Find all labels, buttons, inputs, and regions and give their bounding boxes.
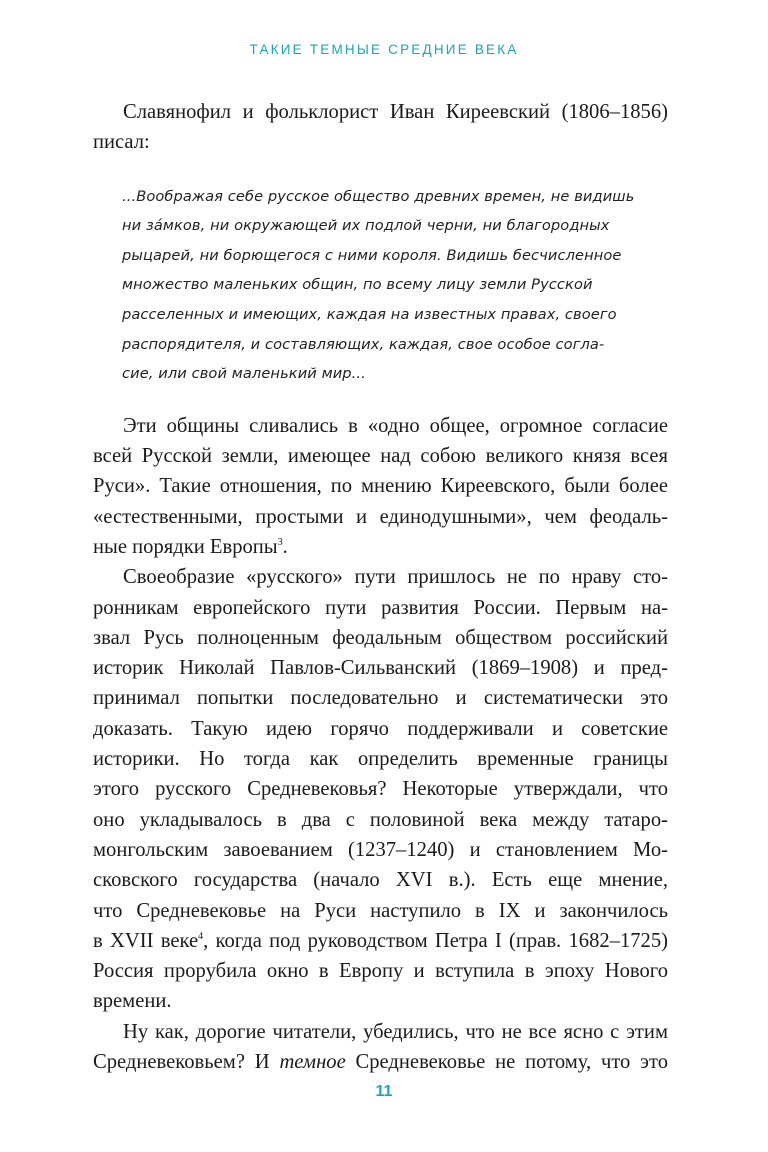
text-line: этого русского Средневековья? Некоторые утверждали, что — [93, 778, 668, 801]
text-fragment: в XVII веке — [93, 929, 199, 952]
quote-line: расселенных и имеющих, каждая на известных правах, своего — [122, 305, 617, 323]
text-fragment: , когда под руководством Петра I (прав. 1682–1725) — [203, 929, 669, 952]
text-fragment: ные порядки Европы — [93, 535, 278, 558]
text-line: «естественными, простыми и единодушными», чем феодаль- — [93, 505, 668, 528]
text-line: Славянофил и фольклорист Иван Киреевский (1806–1856) — [123, 101, 668, 123]
page-body — [93, 97, 668, 1077]
quote-line: сие, или свой маленький мир... — [122, 365, 366, 383]
text-line — [93, 926, 668, 956]
quote-line: множество маленьких общин, по всему лицу земли Русской — [122, 276, 593, 294]
text-line: Ну как, дорогие читатели, убедились, что не все ясно с этим — [123, 1020, 668, 1043]
text-line: ронникам европейского пути развития России. Первым на- — [93, 596, 668, 619]
paragraph-feudalism — [93, 562, 668, 1016]
text-line: историк Николай Павлов-Сильванский (1869–1908) и пред- — [93, 657, 668, 680]
text-line: всей Русской земли, имеющее над собою великого князя всея — [93, 445, 668, 468]
text-line: Россия прорубила окно в Европу и вступила в эпоху Нового — [93, 960, 668, 983]
text-fragment: . — [282, 535, 288, 558]
paragraph-reader-address — [93, 1017, 668, 1078]
running-head-title: ТАКИЕ ТЕМНЫЕ СРЕДНИЕ ВЕКА — [249, 42, 519, 57]
quote-line: распорядителя, и составляющих, каждая, свое особое согла- — [122, 335, 605, 353]
footnote-ref[interactable]: 4 — [198, 930, 204, 942]
block-quote — [122, 182, 642, 389]
text-line: писал: — [93, 131, 150, 154]
text-line: времени. — [93, 990, 172, 1013]
text-line: звал Русь полноценным феодальным обществом российский — [93, 626, 668, 649]
quote-line: ...Воображая себе русское общество древних времен, не видишь — [122, 187, 635, 205]
quote-line: ни зáмков, ни окружающей их подлой черни, ни благородных — [122, 217, 610, 235]
text-line — [93, 1047, 668, 1077]
text-line: монгольским завоеванием (1237–1240) и становлением Мо- — [93, 838, 668, 861]
intro-paragraph — [93, 97, 668, 158]
text-fragment: Средневековье не потому, что это — [345, 1050, 669, 1073]
page-number: 11 — [375, 1083, 393, 1100]
footnote-ref[interactable]: 3 — [277, 537, 283, 549]
text-line: оно укладывалось в два с половиной века между татаро- — [93, 808, 668, 831]
text-line: принимал попытки последовательно и систематически это — [93, 687, 668, 710]
paragraph-communities — [93, 411, 668, 562]
text-line: Эти общины сливались в «одно общее, огромное согласие — [123, 414, 668, 437]
text-line: Руси». Такие отношения, по мнению Киреевского, были более — [93, 475, 668, 498]
text-line: Своеобразие «русского» пути пришлось не по нраву сто- — [123, 566, 668, 589]
text-line: доказать. Такую идею горячо поддерживали и советские — [93, 717, 668, 740]
emphasized-word: темное — [279, 1050, 346, 1073]
text-line: историки. Но тогда как определить временные границы — [93, 748, 668, 771]
quote-line: рыцарей, ни борющегося с ними короля. Видишь бесчисленное — [122, 246, 622, 264]
text-line: сковского государства (начало XVI в.). Есть еще мнение, — [93, 869, 668, 892]
text-line — [93, 532, 668, 562]
text-fragment: Средневековьем? И — [93, 1050, 280, 1073]
text-line: что Средневековье на Руси наступило в IX и закончилось — [93, 899, 668, 922]
